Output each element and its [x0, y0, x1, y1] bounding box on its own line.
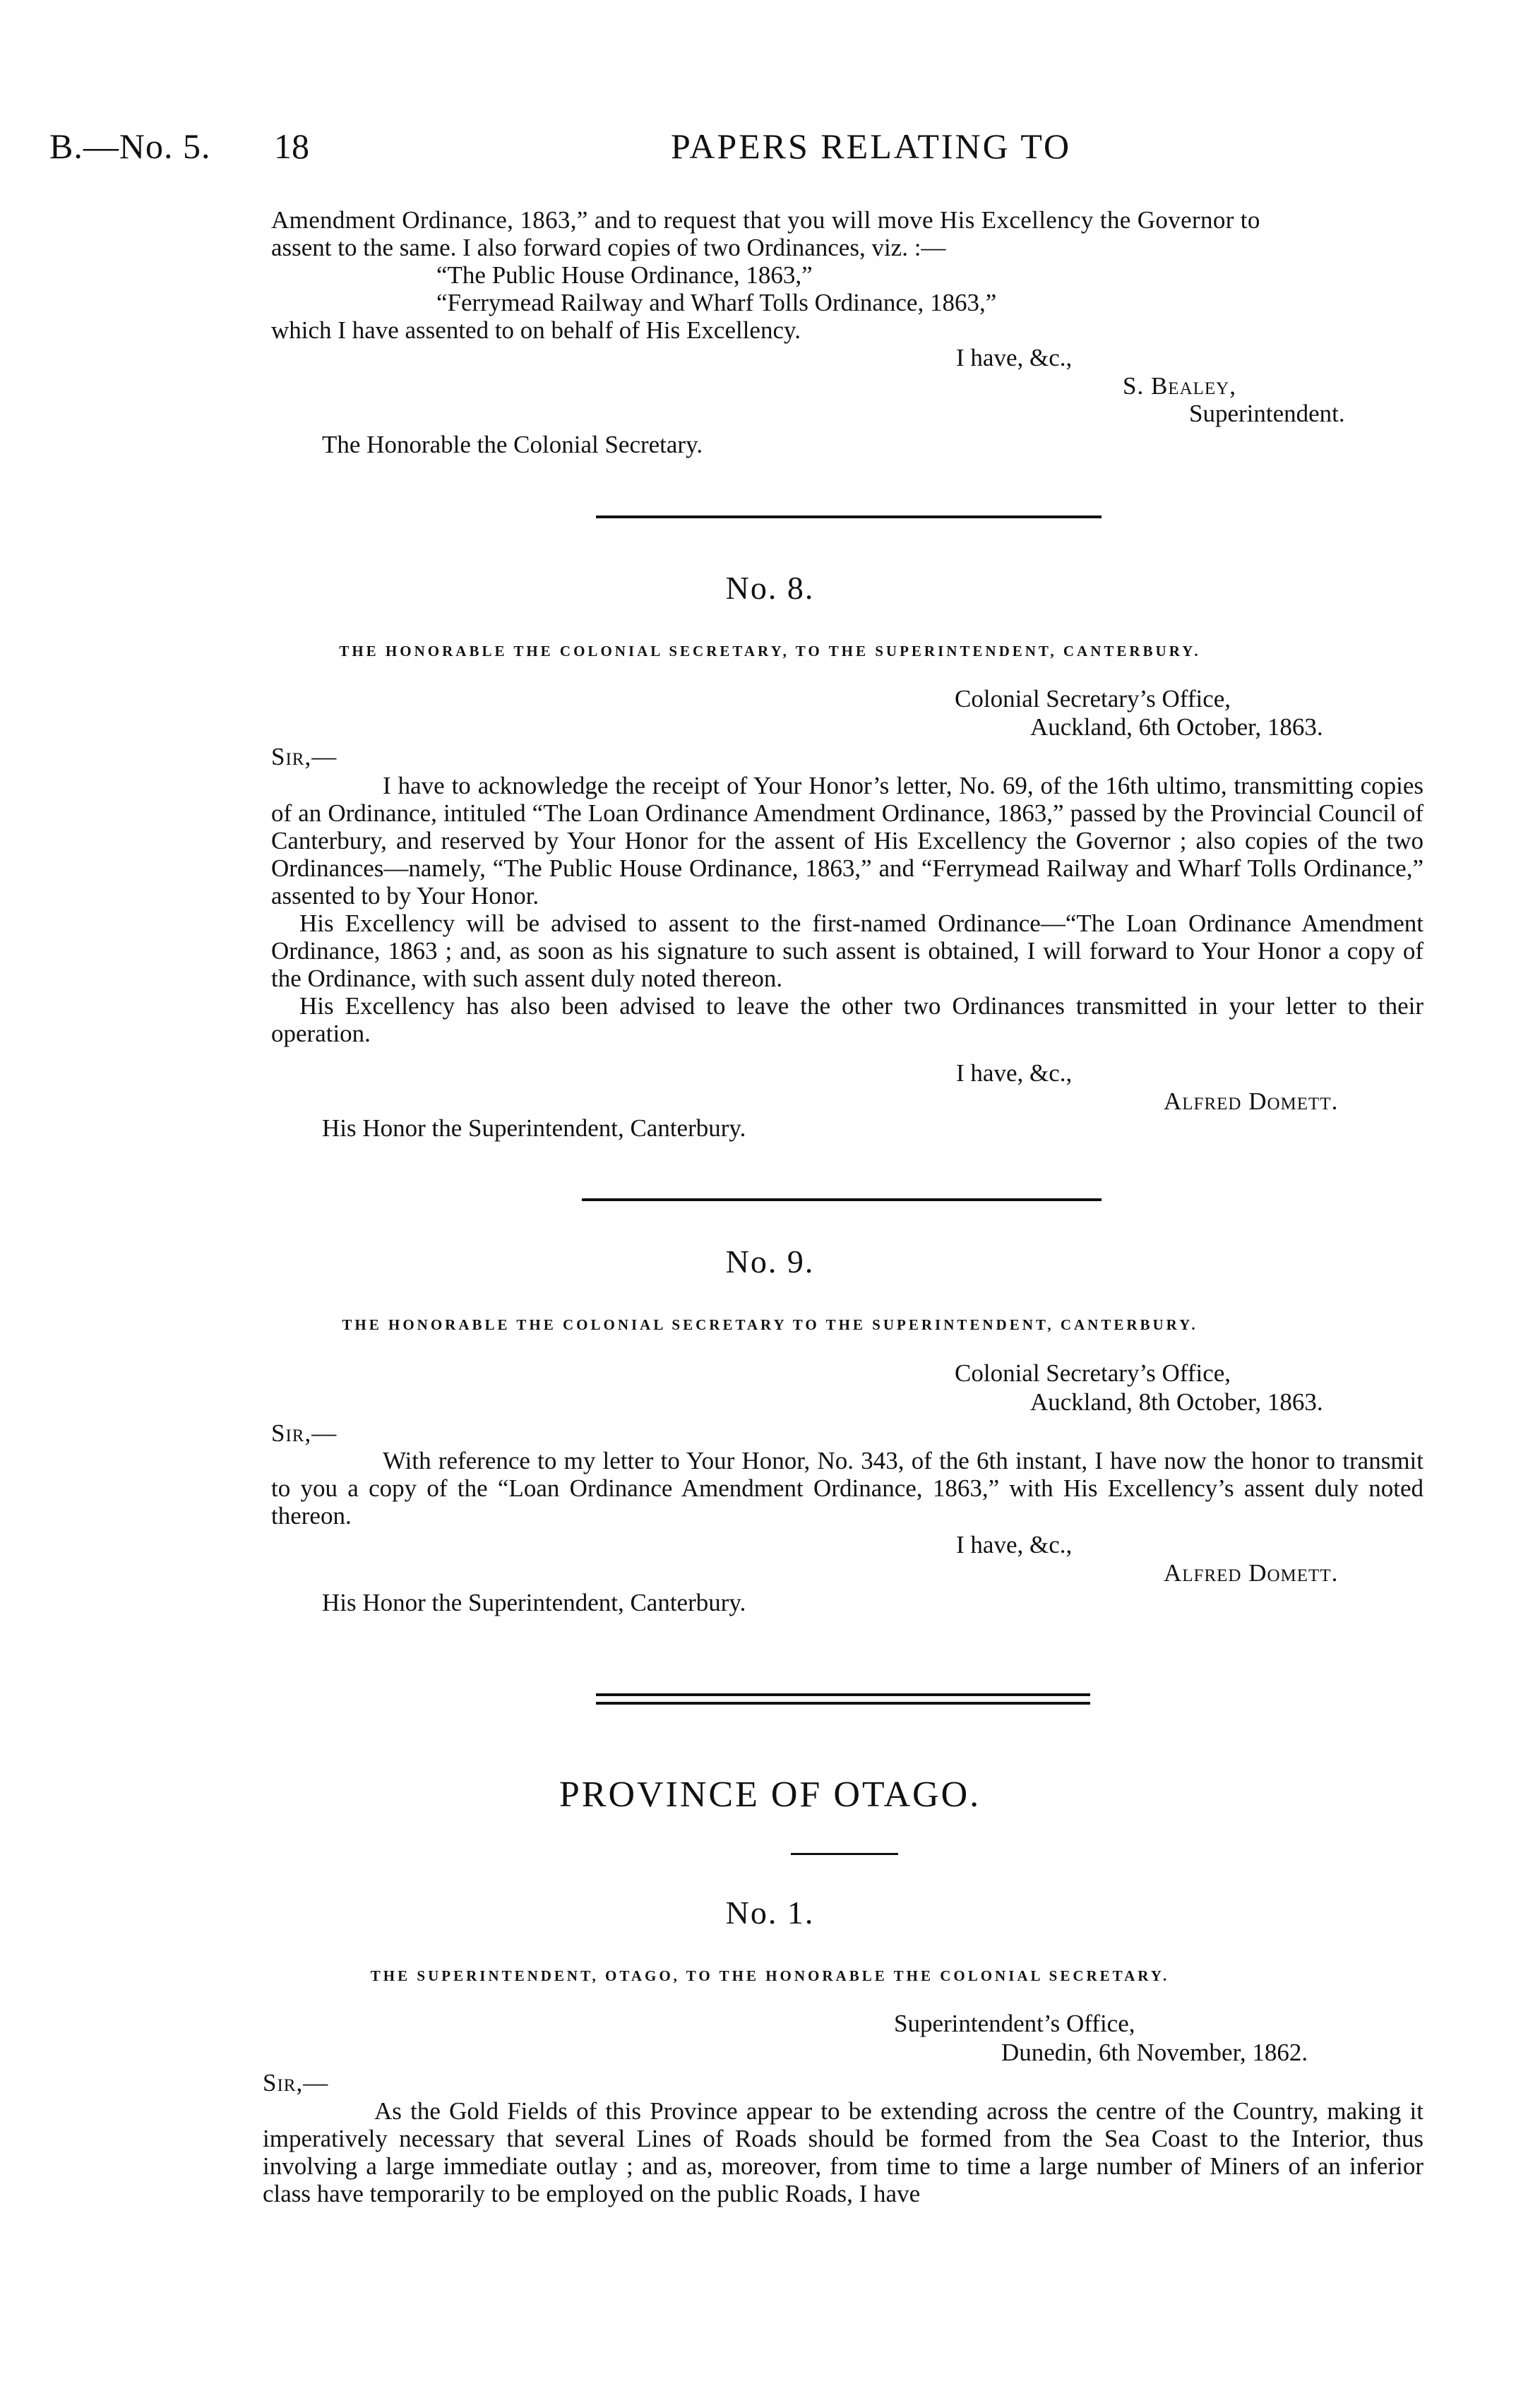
intro-signature-title: Superintendent.	[1189, 400, 1345, 427]
letter-8-addressee: His Honor the Superintendent, Canterbury.	[322, 1114, 746, 1142]
intro-addressee: The Honorable the Colonial Secretary.	[322, 431, 703, 458]
letter-9-number: No. 9.	[725, 1244, 815, 1280]
letter-9-place-date: Auckland, 8th October, 1863.	[1030, 1388, 1323, 1416]
letter-8-number: No. 8.	[725, 570, 815, 606]
otago-letter-1-paragraph-1: As the Gold Fields of this Province appear to be extending across the centre of the Country, making it imperatively necessary that several Lines of Roads should be formed from the Sea Coast to the Interior, thus involving a large immediate outlay ; and as, moreover, from time to time a large number of Miners of an inferior class have temporarily to be employed on the public Roads, I have	[263, 2097, 1423, 2207]
otago-letter-1-heading: THE SUPERINTENDENT, OTAGO, TO THE HONORABLE THE COLONIAL SECRETARY.	[370, 1967, 1170, 1984]
letter-8-office: Colonial Secretary’s Office,	[955, 685, 1231, 712]
letter-9-office: Colonial Secretary’s Office,	[955, 1359, 1231, 1387]
province-title: PROVINCE OF OTAGO.	[559, 1775, 981, 1815]
intro-letter-body	[271, 206, 1423, 261]
intro-signature: S. Bealey,	[1123, 372, 1236, 400]
intro-line-2: assent to the same. I also forward copies of two Ordinances, viz. :—	[271, 234, 946, 261]
letter-8-sign-off: I have, &c.,	[956, 1059, 1073, 1087]
double-rule-bottom	[596, 1702, 1090, 1705]
intro-ordinance-1: “The Public House Ordinance, 1863,”	[436, 261, 813, 289]
otago-letter-1-office: Superintendent’s Office,	[894, 2010, 1135, 2037]
letter-9-signature: Alfred Domett.	[1164, 1559, 1339, 1587]
letter-9-heading: THE HONORABLE THE COLONIAL SECRETARY TO THE SUPERINTENDENT, CANTERBURY.	[342, 1316, 1198, 1333]
running-head	[49, 126, 1455, 168]
letter-9-sign-off: I have, &c.,	[956, 1531, 1073, 1558]
document-reference: B.—No. 5.	[49, 126, 211, 166]
intro-closing-line: which I have assented to on behalf of His Excellency.	[271, 316, 801, 344]
running-title: PAPERS RELATING TO	[671, 126, 1072, 166]
letter-8-heading: THE HONORABLE THE COLONIAL SECRETARY, TO THE SUPERINTENDENT, CANTERBURY.	[339, 643, 1201, 660]
otago-letter-1-number: No. 1.	[725, 1895, 815, 1931]
otago-letter-1-body	[263, 2097, 1423, 2207]
intro-line-1: Amendment Ordinance, 1863,” and to request that you will move His Excellency the Governor to	[271, 206, 1260, 234]
letter-8-place-date: Auckland, 6th October, 1863.	[1030, 713, 1323, 741]
double-rule-top	[596, 1693, 1090, 1696]
short-rule	[791, 1853, 898, 1855]
intro-sign-off: I have, &c.,	[956, 344, 1073, 371]
section-divider	[596, 515, 1102, 518]
otago-letter-1-place-date: Dunedin, 6th November, 1862.	[1001, 2039, 1308, 2066]
letter-9-paragraph-1: With reference to my letter to Your Honor, No. 343, of the 6th instant, I have now the honor to transmit to you a copy of the “Loan Ordinance Amendment Ordinance, 1863,” with His Excellency’s assent duly noted thereon.	[271, 1447, 1423, 1530]
letter-9-body	[271, 1447, 1423, 1530]
letter-8-body	[271, 772, 1423, 1047]
letter-9-salutation: Sir,—	[271, 1419, 338, 1447]
letter-8-paragraph-2: His Excellency will be advised to assent to the first-named Ordinance—“The Loan Ordinance Amendment Ordinance, 1863 ; and, as soon as his signature to such assent is obtained, I will forward to Your Honor a copy of the Ordinance, with such assent duly noted thereon.	[271, 910, 1423, 992]
letter-8-salutation: Sir,—	[271, 743, 338, 770]
letter-8-paragraph-1: I have to acknowledge the receipt of Your Honor’s letter, No. 69, of the 16th ultimo, transmitting copies of an Ordinance, intituled “The Loan Ordinance Amendment Ordinance, 1863,” passed by the Provincial Council of Canterbury, and reserved by Your Honor for the assent of His Excellency the Governor ; also copies of the two Ordinances—namely, “The Public House Ordinance, 1863,” and “Ferrymead Railway and Wharf Tolls Ordinance,” assented to by Your Honor.	[271, 772, 1423, 910]
section-divider	[582, 1198, 1102, 1201]
letter-8-signature: Alfred Domett.	[1164, 1087, 1339, 1115]
letter-8-paragraph-3: His Excellency has also been advised to leave the other two Ordinances transmitted in your letter to their operation.	[271, 992, 1423, 1047]
otago-letter-1-salutation: Sir,—	[263, 2069, 329, 2097]
letter-9-addressee: His Honor the Superintendent, Canterbury.	[322, 1589, 746, 1616]
intro-ordinance-2: “Ferrymead Railway and Wharf Tolls Ordinance, 1863,”	[436, 289, 997, 316]
page-number: 18	[274, 126, 309, 166]
